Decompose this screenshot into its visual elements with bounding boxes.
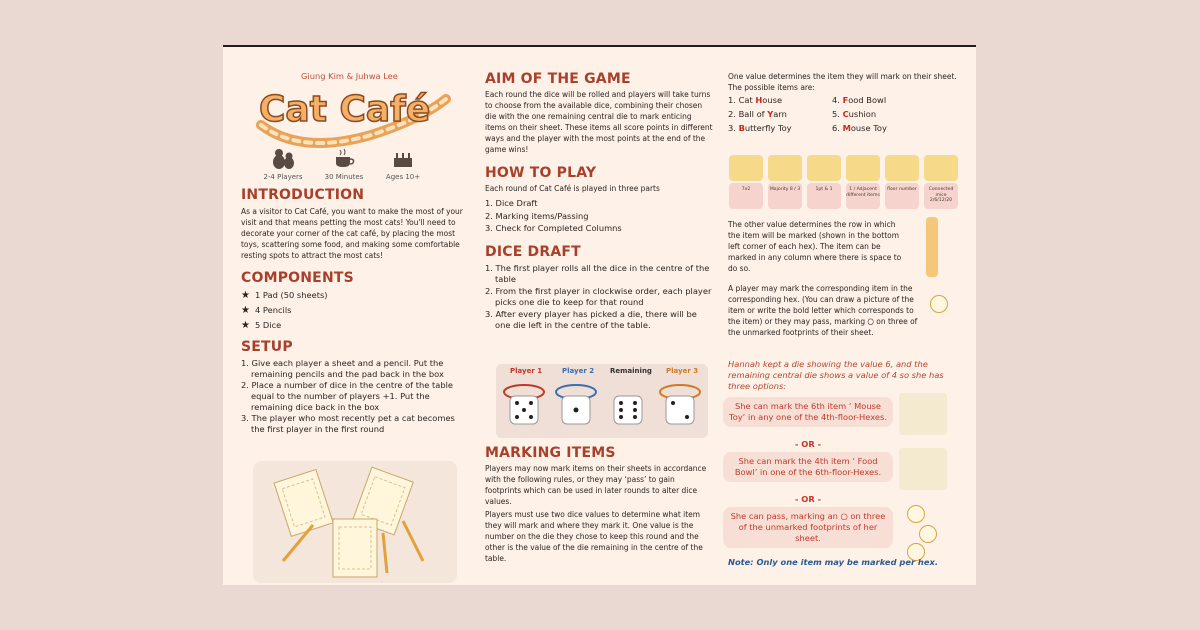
- ages-info: [380, 147, 426, 181]
- components-list: [241, 288, 467, 333]
- draft-step: 2. From the first player in clockwise order, each player picks one die to keep for that round: [485, 285, 712, 307]
- aim-text: Each round the dice will be rolled and players will take turns to choose from the available dice, combining their chosen die with the one remaining central die to mark enticing items on their sheet. These items all score points in different ways and the player with the most points at the end of the game wins!: [485, 89, 713, 154]
- cat-cafe-logo: [241, 85, 451, 149]
- setup-steps: [241, 358, 467, 435]
- footprint-icon: [930, 295, 948, 313]
- marking-section: [485, 445, 713, 564]
- marking-text-2: Players must use two dice values to determine what item they will mark and where they mark it. One value is the number on the die they chose to keep this round and the other is the value of the die remaining in the centre of the table.: [485, 509, 703, 563]
- how-to-play-intro: Each round of Cat Café is played in three parts: [485, 183, 660, 193]
- how-to-play-title: HOW TO PLAY: [485, 165, 597, 181]
- coffee-cup-icon: [331, 147, 357, 169]
- marking-text-1: Players may now mark items on their sheets in accordance with the following rules, or they may ‘pass’ to gain footprints which can be used in later rounds to alter dice values.: [485, 463, 707, 506]
- star-icon: ★: [241, 290, 250, 301]
- yarn-scoring: Majority 8 / 3: [768, 155, 802, 209]
- or-divider: - OR -: [794, 439, 822, 449]
- round-phase: 2. Marking items/Passing: [485, 210, 589, 221]
- column-middle: [485, 71, 713, 331]
- items-list: [728, 93, 960, 135]
- item-entry: 1. Cat House: [728, 95, 783, 105]
- logo-text: Cat Café: [259, 89, 431, 130]
- butterfly-icon: [807, 155, 841, 181]
- player-1-label: Player 1: [510, 367, 543, 375]
- game-meta: [256, 147, 446, 183]
- footprint-icon: [919, 525, 937, 543]
- time-text: 30 Minutes: [324, 173, 364, 181]
- dice-icon: [496, 364, 708, 438]
- score-sheets-illustration: [253, 461, 457, 583]
- cushion-icon: [885, 155, 919, 181]
- mouse-toy-icon: [924, 155, 958, 181]
- time-info: [314, 147, 374, 181]
- introduction-title: INTRODUCTION: [241, 187, 365, 203]
- mouse-scoring: Connected mice 2/6/12/20: [924, 155, 958, 209]
- house-scoring: 7x2: [729, 155, 763, 209]
- round-phase: 3. Check for Completed Columns: [485, 223, 622, 233]
- item-scoring-strip: [729, 155, 962, 211]
- footprint-icon: [907, 505, 925, 523]
- setup-step: 3. The player who most recently pet a cat becomes the first player in the first round: [241, 413, 455, 434]
- dice-draft-steps: [485, 263, 713, 331]
- components-title: COMPONENTS: [241, 270, 354, 286]
- aim-title: AIM OF THE GAME: [485, 71, 631, 87]
- or-divider: - OR -: [794, 494, 822, 504]
- cat-tower-icon: [926, 217, 938, 277]
- note: Note: Only one item may be marked per hex.: [728, 557, 938, 567]
- cats-icon: [270, 147, 296, 169]
- option-3: She can pass, marking an ○ on three of the unmarked footprints of her sheet.: [723, 507, 893, 548]
- example-intro: Hannah kept a die showing the value 6, and the remaining central die shows a value of 4 so she has three options:: [728, 359, 944, 391]
- dice-draft-title: DICE DRAFT: [485, 243, 581, 260]
- item-entry: 3. Butterfly Toy: [728, 123, 792, 133]
- setup-step: 2. Place a number of dice in the centre of the table equal to the number of players +1. Put the remaining dice back in the box: [241, 380, 454, 412]
- star-icon: ★: [241, 305, 250, 316]
- items-intro: One value determines the item they will mark on their sheet. The possible items are:: [728, 71, 957, 92]
- player-3-label: Player 3: [666, 367, 699, 375]
- dice-draft-illustration: [496, 364, 708, 438]
- option-1: She can mark the 6th item ‘ Mouse Toy’ in any one of the 4th-floor-Hexes.: [723, 397, 893, 427]
- sheets-pencils-icon: [253, 461, 457, 583]
- rulebook-page: [223, 45, 976, 585]
- player-2-label: Player 2: [562, 367, 595, 375]
- item-entry: 2. Ball of Yarn: [728, 109, 787, 119]
- setup-title: SETUP: [241, 339, 293, 355]
- yarn-ball-icon: [768, 155, 802, 181]
- authors: Giung Kim & Juhwa Lee: [301, 71, 398, 81]
- star-icon: ★: [241, 320, 250, 331]
- bowl-scoring: 1 / Adjacent different items: [846, 155, 880, 209]
- component-item: ★ 5 Dice: [241, 320, 282, 331]
- marking-title: MARKING ITEMS: [485, 445, 616, 461]
- players-text: 2-4 Players: [263, 173, 303, 181]
- component-item: ★ 4 Pencils: [241, 305, 292, 316]
- introduction-text: As a visitor to Cat Café, you want to make the most of your visit and that means petting the most cats! You'll need to decorate your corner of the cat café, by placing the most toys, scattering some food, and making some comfortable resting spots to attract the most cats!: [241, 206, 463, 260]
- item-entry: 6. Mouse Toy: [832, 123, 887, 133]
- item-entry: 4. Food Bowl: [832, 95, 887, 105]
- butterfly-scoring: 1pt & 1: [807, 155, 841, 209]
- round-phase: 1. Dice Draft: [485, 198, 538, 208]
- food-bowl-icon: [846, 155, 880, 181]
- mark-rule: [728, 283, 924, 338]
- ages-text: Ages 10+: [385, 173, 421, 181]
- food-bowl-tower-icon: [899, 448, 947, 490]
- row-rule-text: The other value determines the row in which the item will be marked (shown in the bottom left corner of each hex). The item can be marked in any column where there is space to do so.: [728, 219, 902, 273]
- remaining-label: Remaining: [610, 367, 652, 375]
- mark-rule-text: A player may mark the corresponding item in the corresponding hex. (You can draw a picture of the item or write the bold letter which corresponds to the item) or they may pass, marking ○ on three of the unmarked footprints of their sheet.: [728, 283, 918, 337]
- players-info: [256, 147, 310, 181]
- column-right: [728, 71, 960, 93]
- cat-house-icon: [729, 155, 763, 181]
- draft-step: 1. The first player rolls all the dice in the centre of the table: [485, 262, 710, 284]
- setup-step: 1. Give each player a sheet and a pencil. Put the remaining pencils and the pad back in the box: [241, 358, 444, 379]
- column-left: [241, 187, 467, 435]
- cake-icon: [390, 147, 416, 169]
- cushion-scoring: floor number: [885, 155, 919, 209]
- item-entry: 5. Cushion: [832, 109, 877, 119]
- option-2: She can mark the 4th item ‘ Food Bowl’ in one of the 6th-floor-Hexes.: [723, 452, 893, 482]
- draft-step: 3. After every player has picked a die, there will be one die left in the centre of the table.: [485, 308, 697, 330]
- how-to-play-steps: [485, 197, 713, 235]
- component-item: ★ 1 Pad (50 sheets): [241, 290, 328, 301]
- mouse-toy-tower-icon: [899, 393, 947, 435]
- row-rule: [728, 219, 908, 274]
